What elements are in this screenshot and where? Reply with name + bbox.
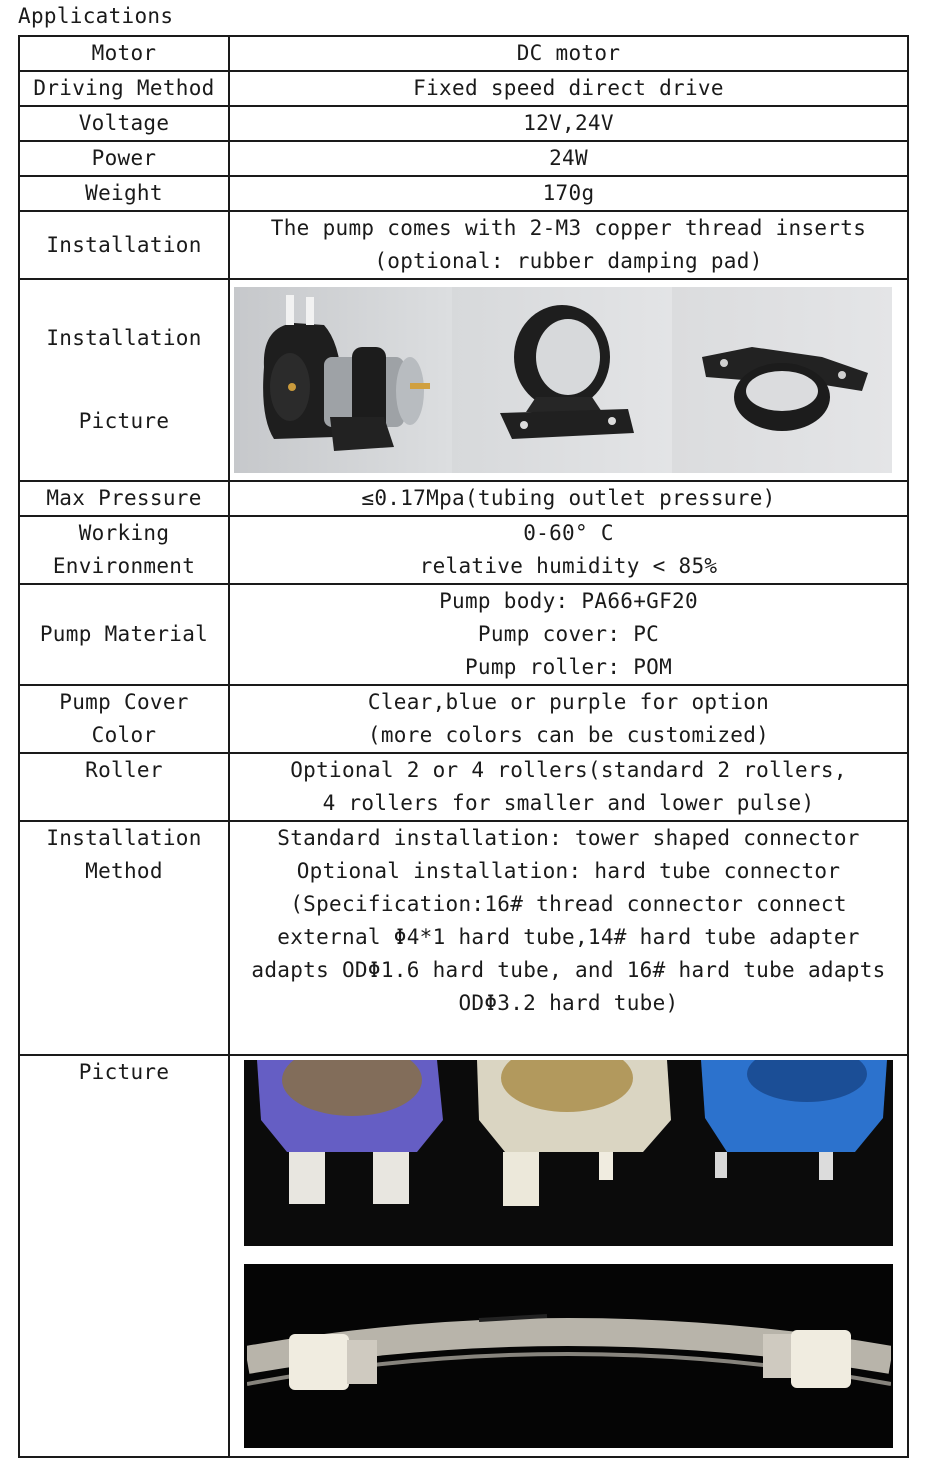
connector-tube-photo <box>244 1264 893 1448</box>
value-line: Optional installation: hard tube connector <box>296 859 841 883</box>
table-row <box>19 685 908 753</box>
t-bracket-photo <box>672 287 892 473</box>
label-line: Picture <box>78 409 170 433</box>
value-line: Pump body: PA66+GF20 <box>439 589 698 613</box>
value-line: (more colors can be customized) <box>367 723 770 747</box>
working-environment-value <box>229 516 908 584</box>
value-line: 0-60° C <box>523 521 614 545</box>
table-row <box>19 1055 908 1457</box>
max-pressure-label: Max Pressure <box>19 481 229 516</box>
value-line: relative humidity < 85% <box>419 554 718 578</box>
label-line: Method <box>85 859 163 883</box>
motor-value: DC motor <box>229 36 908 71</box>
table-row <box>19 516 908 584</box>
value-line: Pump roller: POM <box>464 655 673 679</box>
table-row <box>19 176 908 211</box>
label-line: Working <box>78 521 170 545</box>
table-row <box>19 753 908 821</box>
t-bracket-image <box>672 287 892 473</box>
pump-material-value <box>229 584 908 685</box>
power-value: 24W <box>229 141 908 176</box>
page-heading: Applications <box>18 4 174 28</box>
table-row <box>19 279 908 481</box>
installation-line: (optional: rubber damping pad) <box>374 249 763 273</box>
value-line: Pump cover: PC <box>477 622 660 646</box>
ring-bracket-photo <box>452 287 672 473</box>
label-line: Installation <box>46 326 202 350</box>
max-pressure-value: ≤0.17Mpa(tubing outlet pressure) <box>229 481 908 516</box>
pump-material-label: Pump Material <box>19 584 229 685</box>
installation-picture-cell <box>229 279 908 481</box>
installation-method-label <box>19 821 229 1055</box>
connector-tube-image <box>247 1264 891 1448</box>
installation-line: The pump comes with 2-M3 copper thread inserts <box>270 216 867 240</box>
value-line: external Φ4*1 hard tube,14# hard tube adapter <box>277 925 860 949</box>
specification-table <box>18 35 909 1458</box>
label-line: Environment <box>52 554 196 578</box>
driving-method-label: Driving Method <box>19 71 229 106</box>
pump-cover-color-label <box>19 685 229 753</box>
pump-cover-color-value <box>229 685 908 753</box>
label-line: Pump Cover <box>59 690 189 714</box>
value-line: (Specification:16# thread connector connect <box>290 892 847 916</box>
weight-value: 170g <box>229 176 908 211</box>
label-line: Installation <box>46 826 202 850</box>
driving-method-value: Fixed speed direct drive <box>229 71 908 106</box>
motor-label: Motor <box>19 36 229 71</box>
table-row <box>19 71 908 106</box>
installation-photos <box>234 287 903 473</box>
value-line: 4 rollers for smaller and lower pulse) <box>322 791 815 815</box>
weight-label: Weight <box>19 176 229 211</box>
pump-heads-photo <box>244 1060 893 1246</box>
label-line: Color <box>91 723 157 747</box>
installation-label: Installation <box>19 211 229 279</box>
installation-picture-label <box>19 279 229 481</box>
value-line: adapts ODΦ1.6 hard tube, and 16# hard tube adapts <box>251 958 886 982</box>
installation-value <box>229 211 908 279</box>
table-row <box>19 141 908 176</box>
picture-cell <box>229 1055 908 1457</box>
roller-label: Roller <box>19 753 229 821</box>
label-spacer <box>26 355 222 405</box>
pump-with-motor-image <box>234 287 452 473</box>
table-row <box>19 211 908 279</box>
table-row <box>19 36 908 71</box>
working-environment-label <box>19 516 229 584</box>
value-line: Optional 2 or 4 rollers(standard 2 rollers, <box>290 758 847 782</box>
ring-bracket-image <box>452 287 672 473</box>
picture-label: Picture <box>19 1055 229 1457</box>
pump-heads-image <box>247 1060 891 1246</box>
value-line: Clear,blue or purple for option <box>367 690 770 714</box>
installation-method-value <box>229 821 908 1055</box>
value-line: ODΦ3.2 hard tube) <box>458 991 679 1015</box>
power-label: Power <box>19 141 229 176</box>
table-row <box>19 481 908 516</box>
pump-photo <box>234 287 452 473</box>
voltage-value: 12V,24V <box>229 106 908 141</box>
voltage-label: Voltage <box>19 106 229 141</box>
value-line: Standard installation: tower shaped connector <box>277 826 860 850</box>
table-row <box>19 821 908 1055</box>
table-row <box>19 106 908 141</box>
table-row <box>19 584 908 685</box>
roller-value <box>229 753 908 821</box>
